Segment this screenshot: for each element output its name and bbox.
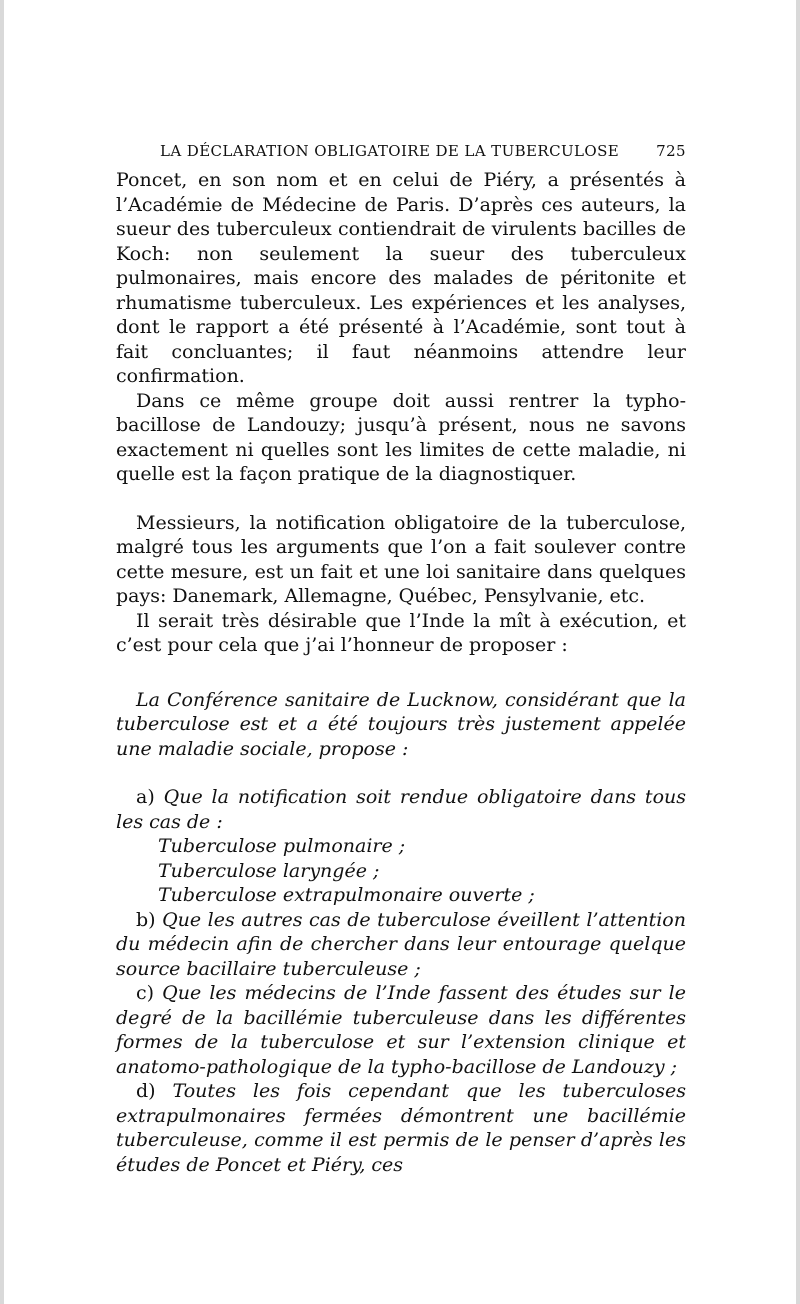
item-c-label: c) [136, 982, 155, 1004]
item-b [116, 908, 686, 982]
item-c [116, 981, 686, 1079]
page-content [116, 142, 686, 1177]
resolution-intro: La Conférence sanitaire de Lucknow, considérant que la tuberculose est et a été toujours très justement appelée une maladie sociale, propose : [116, 688, 686, 760]
item-a [116, 785, 686, 834]
running-title: LA DÉCLARATION OBLIGATOIRE DE LA TUBERCULOSE [160, 142, 620, 160]
section-spacer [116, 487, 686, 511]
item-c-text: Que les médecins de l’Inde fassent des études sur le degré de la bacillémie tuberculeuse dans les différentes formes de la tuberculose et sur l’extension clinique et anatomo-pathologique de la typho-bacillose de Landouzy ; [116, 982, 687, 1078]
page-number: 725 [656, 142, 686, 160]
sub-item-laryngee: Tuberculose laryngée ; [158, 859, 380, 882]
paragraph-typho-bacillose: Dans ce même groupe doit aussi rentrer la typho-bacillose de Landouzy; jusqu’à présent, nous ne savons exactement ni quelles sont les limites de cette maladie, ni quelle est la façon pratique de la diagnostiquer. [116, 389, 686, 485]
paragraph-continuation: Poncet, en son nom et en celui de Piéry, a présentés à l’Académie de Médecine de Paris. D’après ces auteurs, la sueur des tuberculeux contiendrait de virulents bacilles de Koch: non seulement la sueur des tuberculeux pulmonaires, mais encore des malades de péritonite et rhumatisme tuberculeux. Les expériences et les analyses, dont le rapport a été présenté à l’Académie, sont tout à fait concluantes; il faut néanmoins attendre leur confirmation. [116, 169, 686, 387]
sub-item-extrapulmonaire: Tuberculose extrapulmonaire ouverte ; [158, 884, 535, 906]
item-d-text: Toutes les fois cependant que les tuberculoses extrapulmonaires fermées démontrent une bacillémie tuberculeuse, comme il est permis de le penser d’après les études de Poncet et Piéry, ces [116, 1080, 686, 1176]
item-a-label: a) [136, 786, 155, 808]
section-spacer [116, 658, 686, 688]
sub-item-pulmonaire: Tuberculose pulmonaire ; [158, 835, 406, 857]
item-a-text: Que la notification soit rendue obligatoire dans tous les cas de : [116, 786, 686, 833]
paragraph-proposal: Il serait très désirable que l’Inde la mît à exécution, et c’est pour cela que j’ai l’honneur de proposer : [116, 609, 686, 656]
item-d [116, 1079, 686, 1177]
item-b-label: b) [136, 908, 156, 931]
section-spacer [116, 761, 686, 785]
scan-edge-left [0, 0, 4, 1304]
running-header [160, 142, 686, 160]
paragraph-messieurs: Messieurs, la notification obligatoire de la tuberculose, malgré tous les arguments que l’on a fait soulever contre cette mesure, est un fait et une loi sanitaire dans quelques pays: Danemark, Allemagne, Québec, Pensylvanie, etc. [116, 511, 686, 607]
item-b-text: Que les autres cas de tuberculose éveillent l’attention du médecin afin de chercher dans leur entourage quelque source bacillaire tuberculeuse ; [116, 908, 686, 980]
item-d-label: d) [136, 1080, 156, 1102]
scan-edge-right [796, 0, 800, 1304]
